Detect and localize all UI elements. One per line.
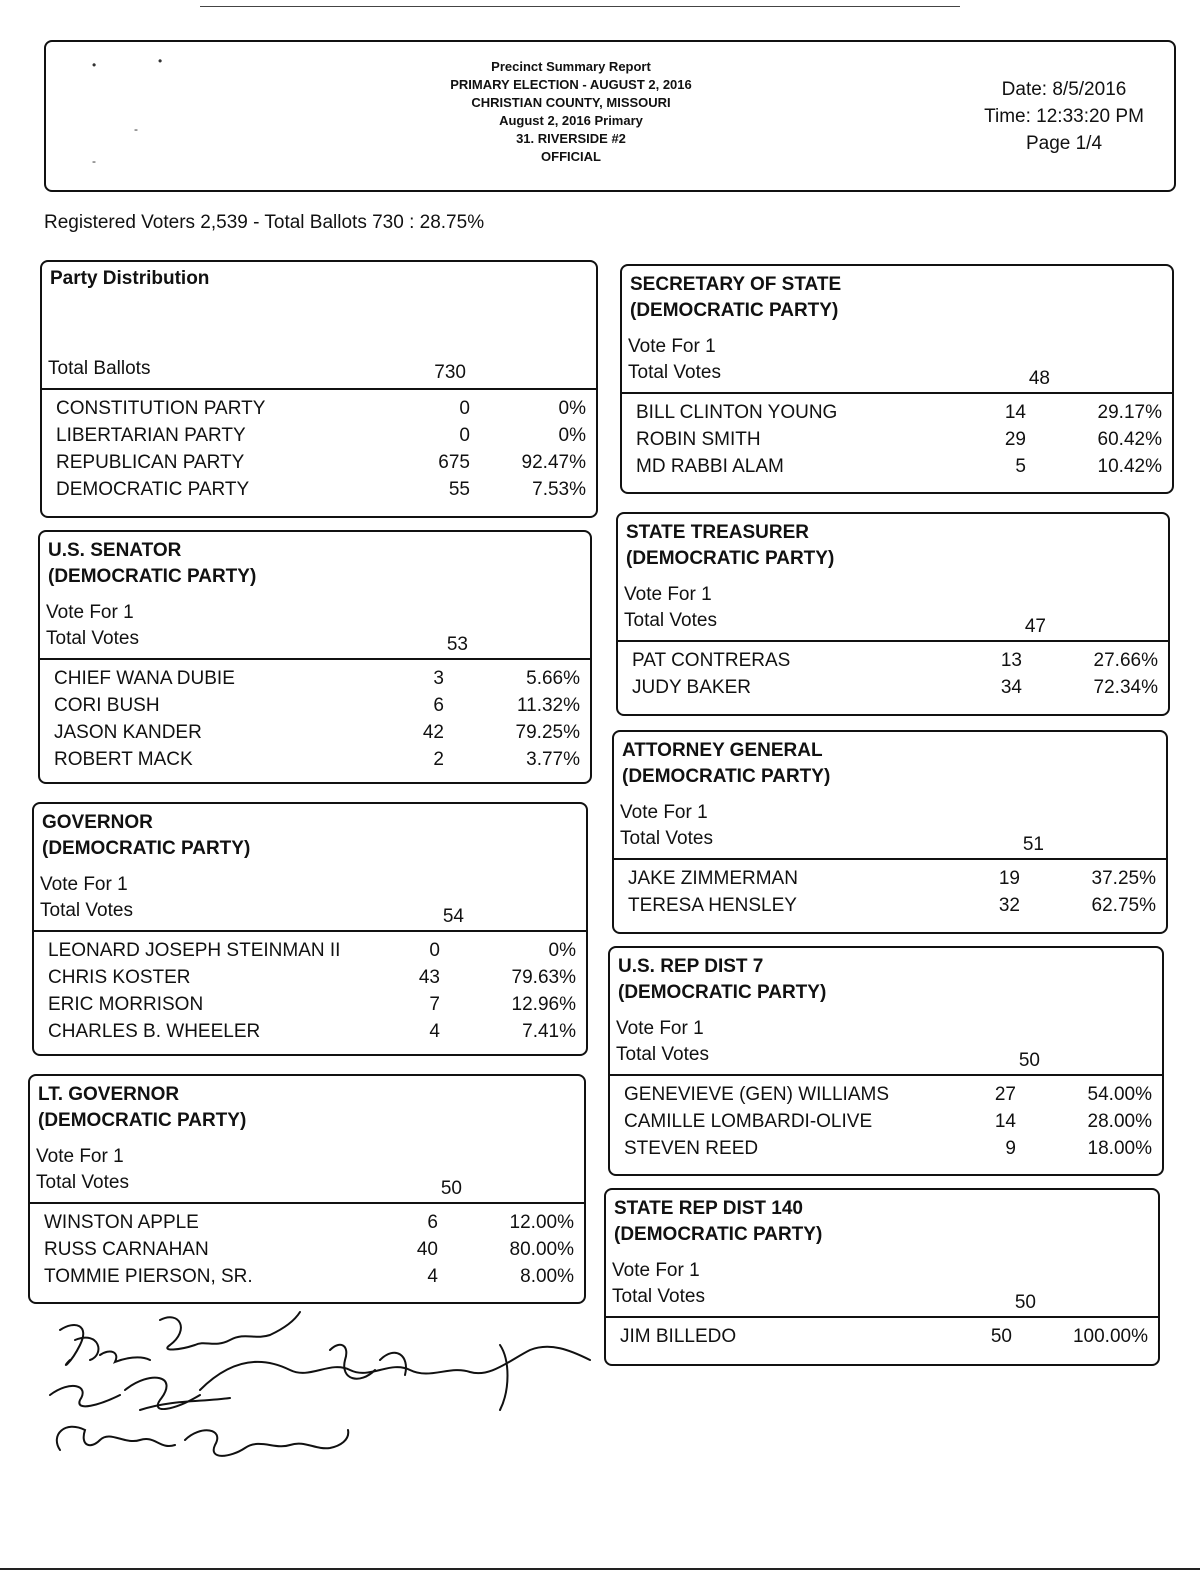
candidate-votes: 43 <box>418 967 440 988</box>
candidate-name: CORI BUSH <box>54 695 160 716</box>
candidate-votes: 19 <box>998 868 1020 889</box>
candidate-percent: 18.00% <box>1087 1138 1152 1159</box>
race-party: (DEMOCRATIC PARTY) <box>42 838 251 859</box>
candidate-row <box>620 1326 1148 1353</box>
candidate-percent: 54.00% <box>1087 1084 1152 1105</box>
party-votes: 0 <box>459 398 470 419</box>
candidate-name: CHARLES B. WHEELER <box>48 1021 261 1042</box>
party-name: REPUBLICAN PARTY <box>56 452 245 473</box>
candidate-row <box>636 429 1162 456</box>
candidate-row <box>632 677 1158 704</box>
divider <box>622 392 1172 394</box>
candidate-row <box>54 749 580 776</box>
precinct-name: 31. RIVERSIDE #2 <box>516 131 626 146</box>
total-votes-label: Total Votes <box>46 628 139 649</box>
bottom-rule <box>0 1568 1200 1570</box>
vote-for-label: Vote For 1 <box>40 874 128 895</box>
candidate-name: GENEVIEVE (GEN) WILLIAMS <box>624 1084 889 1105</box>
candidate-row <box>54 695 580 722</box>
total-votes-label: Total Votes <box>616 1044 709 1065</box>
race-title: STATE TREASURER <box>626 522 809 543</box>
party-percent: 7.53% <box>532 479 586 500</box>
candidate-row <box>632 650 1158 677</box>
candidate-name: JIM BILLEDO <box>620 1326 737 1347</box>
candidate-name: ROBIN SMITH <box>636 429 761 450</box>
election-date: August 2, 2016 Primary <box>499 113 643 128</box>
total-votes-value: 48 <box>1028 368 1050 389</box>
candidate-name: TOMMIE PIERSON, SR. <box>44 1266 253 1287</box>
candidate-name: CAMILLE LOMBARDI-OLIVE <box>624 1111 873 1132</box>
party-percent: 92.47% <box>521 452 586 473</box>
candidate-percent: 27.66% <box>1093 650 1158 671</box>
party-percent: 0% <box>558 425 586 446</box>
candidate-row <box>48 940 576 967</box>
race-box <box>38 530 592 784</box>
race-title: STATE REP DIST 140 <box>614 1198 803 1219</box>
candidate-percent: 100.00% <box>1072 1326 1148 1347</box>
report-time: Time: 12:33:20 PM <box>984 106 1144 127</box>
candidate-row <box>48 994 576 1021</box>
candidate-percent: 60.42% <box>1097 429 1162 450</box>
party-row <box>56 479 586 506</box>
total-votes-label: Total Votes <box>36 1172 129 1193</box>
race-title: U.S. SENATOR <box>48 540 182 561</box>
race-box <box>608 946 1164 1176</box>
candidate-name: BILL CLINTON YOUNG <box>636 402 838 423</box>
race-party: (DEMOCRATIC PARTY) <box>622 766 831 787</box>
candidate-name: ROBERT MACK <box>54 749 193 770</box>
candidate-row <box>624 1138 1152 1165</box>
divider <box>42 388 596 390</box>
race-title: ATTORNEY GENERAL <box>622 740 823 761</box>
total-votes-value: 50 <box>1018 1050 1040 1071</box>
candidate-percent: 10.42% <box>1097 456 1162 477</box>
vote-for-label: Vote For 1 <box>620 802 708 823</box>
candidate-votes: 0 <box>429 940 440 961</box>
official-label: OFFICIAL <box>541 149 601 164</box>
candidate-percent: 11.32% <box>516 695 580 716</box>
candidate-percent: 0% <box>548 940 576 961</box>
race-party: (DEMOCRATIC PARTY) <box>38 1110 247 1131</box>
race-party: (DEMOCRATIC PARTY) <box>626 548 835 569</box>
candidate-votes: 34 <box>1000 677 1022 698</box>
divider <box>606 1316 1158 1318</box>
candidate-row <box>636 402 1162 429</box>
candidate-percent: 5.66% <box>526 668 580 689</box>
candidate-votes: 40 <box>416 1239 438 1260</box>
candidate-percent: 72.34% <box>1093 677 1158 698</box>
race-box <box>604 1188 1160 1366</box>
candidate-percent: 62.75% <box>1091 895 1156 916</box>
candidate-percent: 7.41% <box>522 1021 576 1042</box>
candidate-percent: 12.00% <box>509 1212 574 1233</box>
candidate-name: ERIC MORRISON <box>48 994 204 1015</box>
candidate-row <box>48 967 576 994</box>
candidate-percent: 79.63% <box>511 967 576 988</box>
party-distribution-title: Party Distribution <box>50 268 210 289</box>
race-party: (DEMOCRATIC PARTY) <box>618 982 827 1003</box>
scan-speck: • <box>92 58 97 72</box>
candidate-votes: 14 <box>1004 402 1026 423</box>
candidate-votes: 3 <box>433 668 444 689</box>
divider <box>614 858 1166 860</box>
divider <box>30 1202 584 1204</box>
candidate-row <box>44 1239 574 1266</box>
candidate-row <box>624 1084 1152 1111</box>
candidate-row <box>628 868 1156 895</box>
candidate-votes: 4 <box>429 1021 440 1042</box>
candidate-row <box>628 895 1156 922</box>
candidate-row <box>44 1212 574 1239</box>
race-box <box>28 1074 586 1304</box>
race-party: (DEMOCRATIC PARTY) <box>614 1224 823 1245</box>
total-ballots-value: 730 <box>434 362 466 383</box>
candidate-votes: 6 <box>433 695 444 716</box>
candidate-votes: 32 <box>998 895 1020 916</box>
county-name: CHRISTIAN COUNTY, MISSOURI <box>471 95 671 110</box>
page-number: Page 1/4 <box>1025 133 1103 154</box>
party-name: DEMOCRATIC PARTY <box>56 479 250 500</box>
candidate-votes: 5 <box>1015 456 1026 477</box>
party-row <box>56 425 586 452</box>
party-row <box>56 398 586 425</box>
candidate-name: JAKE ZIMMERMAN <box>628 868 798 889</box>
party-name: LIBERTARIAN PARTY <box>56 425 246 446</box>
candidate-name: RUSS CARNAHAN <box>44 1239 209 1260</box>
divider <box>610 1074 1162 1076</box>
report-header <box>44 40 1176 192</box>
scan-speck: • <box>158 54 163 68</box>
party-percent: 0% <box>558 398 586 419</box>
party-row <box>56 452 586 479</box>
candidate-name: TERESA HENSLEY <box>628 895 797 916</box>
party-votes: 55 <box>448 479 470 500</box>
race-box <box>32 802 588 1056</box>
total-votes-value: 50 <box>440 1178 462 1199</box>
candidate-percent: 29.17% <box>1097 402 1162 423</box>
candidate-votes: 6 <box>427 1212 438 1233</box>
candidate-percent: 12.96% <box>511 994 576 1015</box>
candidate-row <box>54 668 580 695</box>
candidate-name: MD RABBI ALAM <box>636 456 784 477</box>
vote-for-label: Vote For 1 <box>624 584 712 605</box>
race-box <box>616 512 1170 716</box>
race-title: GOVERNOR <box>42 812 153 833</box>
candidate-percent: 80.00% <box>509 1239 574 1260</box>
race-box <box>620 264 1174 494</box>
candidate-votes: 29 <box>1004 429 1026 450</box>
party-votes: 0 <box>459 425 470 446</box>
candidate-name: PAT CONTRERAS <box>632 650 791 671</box>
candidate-row <box>54 722 580 749</box>
total-votes-value: 51 <box>1022 834 1044 855</box>
report-title: Precinct Summary Report <box>491 59 651 74</box>
total-votes-label: Total Votes <box>628 362 721 383</box>
candidate-percent: 28.00% <box>1087 1111 1152 1132</box>
total-votes-value: 47 <box>1024 616 1046 637</box>
divider <box>34 930 586 932</box>
candidate-votes: 42 <box>422 722 444 743</box>
official-signatures <box>30 1300 630 1500</box>
total-votes-value: 54 <box>442 906 464 927</box>
race-party: (DEMOCRATIC PARTY) <box>630 300 839 321</box>
candidate-name: CHRIS KOSTER <box>48 967 191 988</box>
race-party: (DEMOCRATIC PARTY) <box>48 566 257 587</box>
race-title: SECRETARY OF STATE <box>630 274 842 295</box>
scan-speck: - <box>134 122 138 136</box>
candidate-votes: 7 <box>429 994 440 1015</box>
vote-for-label: Vote For 1 <box>616 1018 704 1039</box>
total-votes-label: Total Votes <box>624 610 717 631</box>
report-meta <box>964 76 1164 157</box>
candidate-percent: 37.25% <box>1091 868 1156 889</box>
total-votes-value: 53 <box>446 634 468 655</box>
candidate-row <box>624 1111 1152 1138</box>
candidate-votes: 27 <box>994 1084 1016 1105</box>
report-title-block <box>346 58 796 166</box>
party-name: CONSTITUTION PARTY <box>56 398 266 419</box>
total-votes-label: Total Votes <box>620 828 713 849</box>
race-title: LT. GOVERNOR <box>38 1084 180 1105</box>
race-title: U.S. REP DIST 7 <box>618 956 764 977</box>
candidate-name: CHIEF WANA DUBIE <box>54 668 235 689</box>
vote-for-label: Vote For 1 <box>612 1260 700 1281</box>
total-votes-label: Total Votes <box>40 900 133 921</box>
total-ballots-label: Total Ballots <box>48 358 151 379</box>
divider <box>40 658 590 660</box>
report-date: Date: 8/5/2016 <box>1001 79 1127 100</box>
scan-speck: - <box>92 154 96 168</box>
total-votes-value: 50 <box>1014 1292 1036 1313</box>
candidate-name: LEONARD JOSEPH STEINMAN II <box>48 940 341 961</box>
candidate-votes: 14 <box>994 1111 1016 1132</box>
candidate-percent: 3.77% <box>526 749 580 770</box>
candidate-votes: 9 <box>1005 1138 1016 1159</box>
candidate-name: JUDY BAKER <box>632 677 751 698</box>
election-name: PRIMARY ELECTION - AUGUST 2, 2016 <box>450 77 692 92</box>
candidate-name: WINSTON APPLE <box>44 1212 199 1233</box>
candidate-row <box>636 456 1162 483</box>
party-distribution-box <box>40 260 598 518</box>
candidate-votes: 13 <box>1000 650 1022 671</box>
candidate-name: JASON KANDER <box>54 722 202 743</box>
vote-for-label: Vote For 1 <box>628 336 716 357</box>
divider <box>618 640 1168 642</box>
candidate-percent: 79.25% <box>515 722 580 743</box>
candidate-votes: 4 <box>427 1266 438 1287</box>
vote-for-label: Vote For 1 <box>36 1146 124 1167</box>
race-box <box>612 730 1168 934</box>
candidate-row <box>48 1021 576 1048</box>
candidate-votes: 2 <box>433 749 444 770</box>
candidate-row <box>44 1266 574 1293</box>
party-votes: 675 <box>438 452 470 473</box>
top-rule <box>200 6 960 7</box>
vote-for-label: Vote For 1 <box>46 602 134 623</box>
candidate-name: STEVEN REED <box>624 1138 759 1159</box>
candidate-percent: 8.00% <box>520 1266 574 1287</box>
total-votes-label: Total Votes <box>612 1286 705 1307</box>
candidate-votes: 50 <box>990 1326 1012 1347</box>
registered-voters-line: Registered Voters 2,539 - Total Ballots 730 : 28.75% <box>44 212 485 233</box>
